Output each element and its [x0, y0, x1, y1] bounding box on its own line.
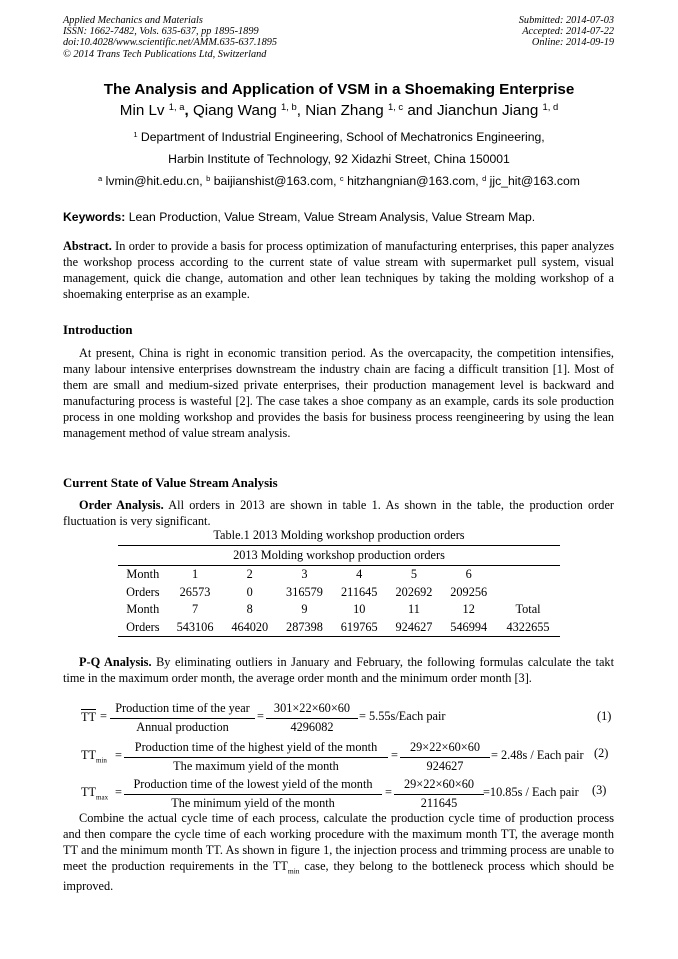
eq1-fraction-bar-1	[110, 718, 255, 719]
eq2-lhs-tt: TT	[81, 748, 97, 762]
issn: ISSN: 1662-7482, Vols. 635-637, pp 1895-1899	[63, 26, 259, 38]
affiliation-text-1: Department of Industrial Engineering, School of Mechatronics Engineering,	[140, 130, 545, 144]
order-analysis	[63, 498, 614, 530]
email-b: baijianshist@163.com,	[213, 174, 337, 188]
eq2-eq-sign-2: =	[391, 748, 398, 762]
author-list: Min Lv $^{1, a}$, Qiang Wang $^{1, b}$, Nian Zhang $^{1, c}$ and Jianchun Jiang $^{1, d}$	[119, 100, 559, 119]
order-analysis-label: Order Analysis.	[79, 498, 164, 512]
email-sup-a: a	[98, 173, 103, 183]
eq2-number: (2)	[594, 746, 609, 760]
eq3-lhs-tt: TT	[81, 785, 97, 799]
affiliation-sup: 1	[133, 129, 138, 139]
eq2-den1: The maximum yield of the month	[173, 759, 339, 773]
dates-info	[519, 15, 614, 49]
table-cell: 5	[410, 567, 418, 582]
eq3-num2: 29×22×60×60	[404, 777, 474, 791]
eq1-number: (1)	[597, 709, 612, 723]
table-cell: 9	[301, 602, 308, 617]
eq1-num1: Production time of the year	[115, 701, 250, 715]
table-cell: 7	[191, 602, 199, 617]
table-row	[118, 601, 560, 619]
eq2-result: = 2.48s / Each pair	[491, 748, 584, 762]
eq3-fraction-bar-1	[124, 794, 382, 795]
eq1-result: = 5.55s/Each pair	[359, 709, 446, 723]
combine-paragraph	[63, 811, 614, 895]
eq2-num1: Production time of the highest yield of the month	[134, 740, 378, 754]
eq1-lhs: TT	[81, 710, 97, 724]
submitted-date: Submitted: 2014-07-03	[518, 15, 614, 26]
eq3-eq-sign-2: =	[385, 785, 392, 799]
order-analysis-text: All orders in 2013 are shown in table 1. As shown in the table, the production order fluctuation is very significant.	[63, 498, 615, 528]
table-cell	[496, 584, 560, 602]
email-d: jjc_hit@163.com	[489, 174, 580, 188]
table-cell: Orders	[126, 584, 160, 599]
table-cell: 316579	[286, 584, 323, 599]
table-cell	[496, 566, 560, 584]
accepted-date: Accepted: 2014-07-22	[522, 26, 614, 38]
journal-info	[63, 15, 277, 60]
introduction-text: At present, China is right in economic transition period. As the overcapacity, the competition intensifies, many labour intensive enterprises downstream the industry chain are facing a difficult transition [1]. Most of them are small and medium-sized private enterprises, their production management level is backward and manufacturing process is wasteful [2]. The case takes a shoe company as an example, cards its sole production process in one molding workshop and provides the basis for business process reengineering by using the lean management method of value stream analysis.	[63, 346, 614, 440]
table-cell: 3	[301, 567, 308, 582]
eq3-eq-sign: =	[115, 785, 122, 799]
table-cell: 209256	[450, 584, 488, 599]
email-line	[0, 174, 678, 188]
table-cell: 26573	[179, 584, 211, 599]
combine-text-1: Combine the actual cycle time of each process, calculate the production cycle time of production process and then compare the cycle time of each working procedure with the maximum month TT, the average month TT and the minimum month TT. As shown in figure 1, the injection process and trimming process are unable to meet the production requirements in the TT	[63, 811, 614, 873]
online-date: Online: 2014-09-19	[531, 37, 614, 49]
pq-analysis-label: P-Q Analysis.	[79, 655, 152, 669]
eq3-den2: 211645	[420, 796, 458, 810]
eq2-fraction-bar-2	[400, 757, 490, 758]
eq3-fraction-bar-2	[394, 794, 484, 795]
abstract-text: In order to provide a basis for process optimization of manufacturing enterprises, this paper analyzes the workshop process according to the current state of value stream with supermarket pull system, visual management, quick die change, automation and other lean techniques by taking the molding workshop of a shoemaking enterprise as an example.	[63, 239, 614, 301]
author-4-sup: 1, d	[542, 100, 559, 112]
table-cell: Total	[515, 602, 541, 617]
table-cell: 4	[356, 567, 363, 582]
combine-sub: min	[287, 866, 300, 876]
table-cell: Month	[126, 567, 160, 582]
table-row	[118, 619, 560, 637]
table-cell: 10	[353, 602, 366, 617]
email-sup-b: b	[206, 173, 211, 183]
journal-name: Applied Mechanics and Materials	[63, 15, 203, 26]
author-3: Nian Zhang	[305, 102, 384, 119]
orders-table	[118, 545, 560, 637]
eq1-eq-sign: =	[100, 709, 107, 723]
table-cell: 8	[246, 602, 253, 617]
table-cell: 924627	[395, 619, 433, 634]
email-sup-d: d	[482, 173, 487, 183]
table-cell: 464020	[231, 619, 269, 634]
keywords-text: Lean Production, Value Stream, Value Stream Analysis, Value Stream Map.	[128, 210, 536, 224]
eq3-lhs-sub: max	[96, 793, 109, 802]
keywords	[63, 210, 535, 224]
pq-analysis-text: By eliminating outliers in January and February, the following formulas calculate the takt time in the maximum order month, the average order month and the minimum order month [3].	[63, 655, 614, 685]
email-c: hitzhangnian@163.com,	[347, 174, 479, 188]
pq-analysis	[63, 655, 614, 687]
table-header: 2013 Molding workshop production orders	[233, 548, 445, 562]
email-a: lvmin@hit.edu.cn,	[105, 174, 203, 188]
table-cell: 1	[191, 567, 199, 582]
combine-text-2: case, they belong to the bottleneck process which should be improved.	[63, 858, 614, 894]
table-cell: 287398	[286, 619, 323, 634]
table-cell: Orders	[126, 619, 160, 634]
paper-title: The Analysis and Application of VSM in a Shoemaking Enterprise	[103, 81, 575, 98]
table-cell: 6	[465, 567, 472, 582]
eq2-num2: 29×22×60×60	[410, 740, 480, 754]
author-2: Qiang Wang	[192, 102, 277, 119]
doi: doi:10.4028/www.scientific.net/AMM.635-637.1895	[63, 37, 278, 49]
table-row	[118, 566, 560, 584]
affiliation-line-2: Harbin Institute of Technology, 92 Xidazhi Street, China 150001	[168, 152, 510, 166]
introduction-heading: Introduction	[63, 323, 133, 337]
table-cell: 546994	[450, 619, 488, 634]
eq2-eq-sign: =	[115, 748, 122, 762]
table-cell: 543106	[176, 619, 214, 634]
author-1-sup: 1, a	[168, 100, 185, 112]
table-cell: 2	[246, 567, 253, 582]
author-and: and	[407, 102, 433, 119]
table-cell: 619765	[340, 619, 378, 634]
table-cell: 0	[246, 584, 253, 599]
eq2-lhs	[81, 748, 107, 764]
author-4: Jianchun Jiang	[436, 102, 539, 119]
email-sup-c: c	[339, 173, 344, 183]
eq1-den1: Annual production	[136, 720, 229, 734]
eq3-number: (3)	[592, 783, 607, 797]
author-3-sup: 1, c	[387, 100, 404, 112]
abstract	[63, 239, 614, 303]
eq1-eq-sign-2: =	[257, 709, 264, 723]
eq2-lhs-sub: min	[96, 756, 107, 765]
eq2-den2: 924627	[426, 759, 464, 773]
abstract-label: Abstract.	[63, 239, 112, 253]
author-1: Min Lv	[119, 102, 165, 119]
table-cell: Month	[126, 602, 160, 617]
table-caption: Table.1 2013 Molding workshop production orders	[213, 528, 465, 542]
author-2-sup: 1, b	[281, 100, 297, 112]
table-cell: 211645	[341, 584, 378, 599]
table-row	[118, 584, 560, 602]
table-cell: 12	[462, 602, 475, 617]
eq1-fraction-bar-2	[266, 718, 358, 719]
eq3-lhs	[81, 785, 108, 801]
eq1-den2: 4296082	[290, 720, 334, 734]
eq3-num1: Production time of the lowest yield of the month	[133, 777, 373, 791]
keywords-label: Keywords:	[63, 210, 126, 224]
eq2-fraction-bar-1	[124, 757, 388, 758]
eq3-den1: The minimum yield of the month	[171, 796, 335, 810]
copyright: © 2014 Trans Tech Publications Ltd, Switzerland	[63, 48, 267, 60]
affiliation-line-1	[0, 130, 678, 144]
eq3-result: =10.85s / Each pair	[483, 785, 579, 799]
eq1-num2: 301×22×60×60	[273, 701, 351, 715]
current-state-heading: Current State of Value Stream Analysis	[63, 476, 278, 490]
table-cell: 11	[408, 602, 420, 617]
table-cell: 202692	[395, 584, 433, 599]
table-cell: 4322655	[506, 619, 550, 634]
